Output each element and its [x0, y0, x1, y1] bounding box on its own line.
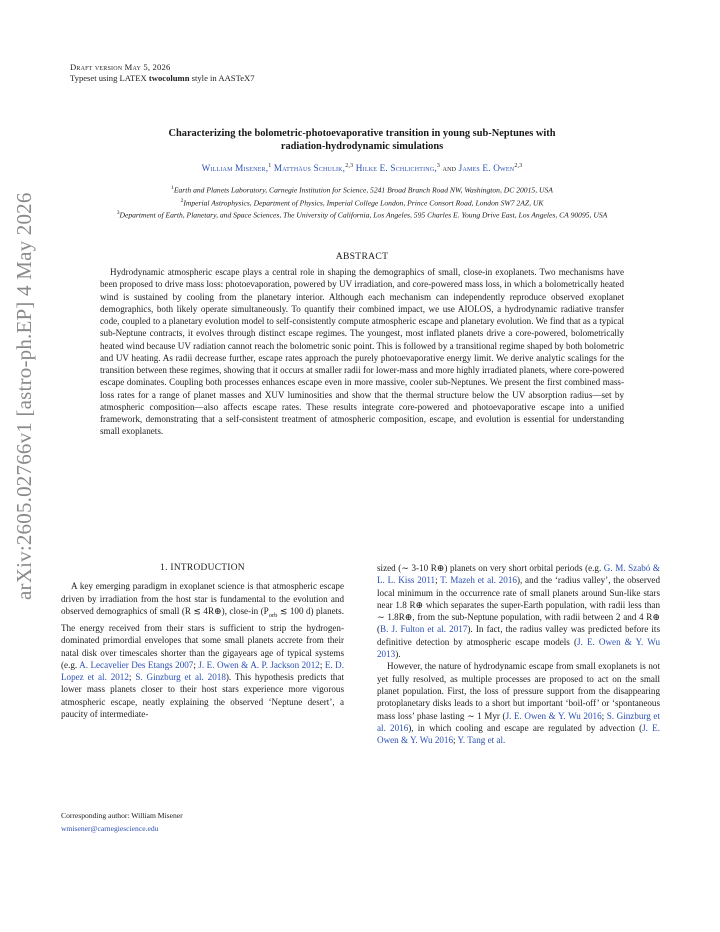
typeset-latex-tail: ATEX — [124, 73, 147, 83]
right-column — [377, 562, 660, 746]
header-meta — [70, 62, 255, 84]
citation-link[interactable]: S. Ginzburg et al. 2018 — [135, 672, 226, 683]
citation-link[interactable]: A. Lecavelier Des Etangs 2007 — [79, 659, 194, 670]
corresponding-author-line: Corresponding author: William Misener — [61, 811, 183, 820]
body-text: ≲ 100 d) planets. The energy received from their stars is sufficient to strip the hydrogen-dominated primordial envelopes that some small planets accrete from their natal disk over timescales shorter than the gigayears age of typical systems (e.g. — [61, 605, 344, 670]
affiliation-entry — [60, 183, 664, 196]
body-text: sized (∼ 3-10 R⊕) planets on very short orbital periods (e.g. — [377, 563, 604, 573]
citation-link[interactable]: J. E. Owen & Y. Wu 2016 — [505, 710, 602, 721]
author-affiliation-marker: 2,3 — [514, 163, 523, 169]
author-name[interactable]: William Misener, — [201, 163, 269, 174]
body-text: ). — [395, 649, 401, 660]
affiliation-text: Department of Earth, Planetary, and Space Sciences, The University of California, Los Angeles, 595 Charles E. Young Drive East, Los Angeles, CA 90095, USA — [119, 211, 608, 220]
author-list — [80, 163, 644, 173]
abstract-text: Hydrodynamic atmospheric escape plays a central role in shaping the demographics of small, close-in exoplanets. Two mechanisms have been proposed to drive mass loss: photoevaporation, powered by UV irradiation, and core-powered mass loss, in which a bolometrically heated wind is sustained by cooling from the planetary interior. Although each mechanism can independently reproduce observed exoplanet demographics, both likely operate simultaneously. To quantify their combined impact, we use AIOLOS, a hydrodynamic radiative transfer code, coupled to a planetary evolution model to self-consistently compute atmospheric escape and planetary evolution. We find that as a typical sub-Neptune contracts, it evolves through distinct escape regimes. The youngest, most inflated planets drive a core-powered, bolometrically heated wind because UV radiation cannot reach the bolometric sonic point. This is followed by a transitional regime shaped by both bolometric and UV heating. As radii decrease further, escape rates approach the purely photoevaporative energy limit. We derive analytic scalings for the transition between these regimes, showing that it occurs at smaller radii for lower-mass and more highly irradiated planets, where core-powered escape dominates. Coupling both processes enhances escape even in more massive, cooler sub-Neptunes. We present the first combined mass-loss rates for a range of planet masses and XUV luminosities and show that the thermal structure below the UV absorption radius—set by atmospheric composition—also affects escape rates. These results integrate core-powered and photoevaporative escape into a unified framework, demonstrating that a self-consistent treatment of atmospheric composition, escape, and evolution is essential for understanding small exoplanets. — [100, 267, 624, 437]
affiliation-list — [60, 183, 664, 221]
intro-paragraph-1 — [61, 580, 344, 720]
arxiv-identifier-stamp: arXiv:2605.02766v1 [astro-ph.EP] 4 May 2026 — [12, 192, 36, 600]
authors-and-word: and — [440, 163, 459, 174]
abstract-heading: ABSTRACT — [335, 251, 389, 262]
section-heading-introduction: 1. INTRODUCTION — [160, 563, 245, 573]
subscript: orb — [268, 611, 278, 619]
typeset-line — [70, 73, 255, 84]
author-name[interactable]: Matthäus Schulik, — [273, 163, 346, 174]
body-text: ; — [453, 735, 458, 746]
affiliation-entry — [60, 208, 664, 221]
intro-paragraph-1-continued — [377, 562, 660, 660]
affiliation-text: Imperial Astrophysics, Department of Physics, Imperial College London, Prince Consort Road, London SW7 2AZ, UK — [183, 198, 544, 208]
typeset-style: twocolumn — [148, 73, 190, 83]
affiliation-entry — [60, 196, 664, 209]
title-line-2: radiation-hydrodynamic simulations — [280, 141, 444, 152]
body-text: ), in which cooling and escape are regulated by advection ( — [408, 722, 643, 733]
citation-link[interactable]: G. M. Szabó & L. L. Kiss 2011 — [377, 563, 660, 586]
citation-link[interactable]: J. E. Owen & A. P. Jackson 2012 — [198, 659, 320, 670]
citation-link[interactable]: S. Ginzburg et al. 2016 — [377, 710, 660, 733]
typeset-suffix: style in AASTeX7 — [191, 73, 255, 83]
author-affiliation-marker: 1 — [268, 163, 272, 169]
author-name[interactable]: Hilke E. Schlichting, — [355, 163, 437, 174]
body-text: ). This hypothesis predicts that lower mass planets closer to their host stars experience more vigorous atmospheric escape, neatly explaining the observed ‘Neptune desert’, a paucity of intermediate- — [61, 672, 344, 720]
affiliation-marker: 3 — [116, 210, 120, 217]
typeset-prefix: Typeset using L — [70, 73, 125, 83]
citation-link[interactable]: T. Mazeh et al. 2016 — [440, 575, 517, 586]
citation-link[interactable]: B. J. Fulton et al. 2017 — [380, 624, 468, 635]
title-line-1: Characterizing the bolometric-photoevaporative transition in young sub-Neptunes with — [168, 128, 556, 139]
left-column — [61, 562, 344, 720]
paper-title — [100, 127, 624, 153]
affiliation-marker: 2 — [180, 197, 184, 204]
affiliation-marker: 1 — [171, 185, 174, 191]
body-text: ; — [435, 575, 441, 586]
body-text: ; — [319, 659, 325, 670]
intro-paragraph-2 — [377, 660, 660, 746]
body-text: ). In fact, the radius valley was predicted before its definitive detection by atmospheric escape models ( — [377, 624, 660, 647]
author-name[interactable]: James E. Owen — [458, 163, 515, 174]
author-affiliation-marker: 3 — [436, 163, 441, 169]
citation-link[interactable]: J. E. Owen & Y. Wu 2016 — [377, 722, 660, 746]
body-text: A key emerging paradigm in exoplanet science is that atmospheric escape driven by irradiation from the host star is fundamental to the evolution and observed demographics of small (R ≲ 4R⊕), close-in (P — [61, 581, 344, 616]
corresponding-author-footnote — [61, 810, 183, 835]
body-text: ; — [601, 710, 607, 721]
citation-link[interactable]: E. D. Lopez et al. 2012 — [61, 659, 344, 683]
affiliation-text: Earth and Planets Laboratory, Carnegie Institution for Science, 5241 Broad Branch Road NW, Washington, DC 20015, USA — [173, 185, 553, 195]
citation-link[interactable]: J. E. Owen & Y. Wu 2013 — [377, 636, 660, 660]
body-text: However, the nature of hydrodynamic escape from small exoplanets is not yet fully resolved, as multiple processes are proposed to act on the small planet population. First, the loss of pressure support from the disappearing protoplanetary disks leads to a short but important ‘boil-off’ or ‘spontaneous mass loss’ phase lasting ∼ 1 Myr ( — [377, 661, 660, 721]
author-affiliation-marker: 2,3 — [345, 163, 354, 169]
body-text: ), and the ‘radius valley’, the observed local minimum in the occurrence rate of small planets around Sun-like stars near 1.8 R⊕ which separates the super-Earth population, with radii less than ∼ 1.8R⊕, from the sub-Neptune population, with radii between 2 and 4 R⊕ ( — [377, 575, 661, 635]
citation-link[interactable]: Y. Tang et al. — [457, 735, 506, 746]
draft-version-line: Draft version May 5, 2026 — [70, 62, 171, 72]
corresponding-author-email-link[interactable]: wmisener@carnegiescience.edu — [61, 823, 159, 833]
body-text: ; — [128, 672, 136, 683]
body-text: ; — [193, 659, 199, 670]
